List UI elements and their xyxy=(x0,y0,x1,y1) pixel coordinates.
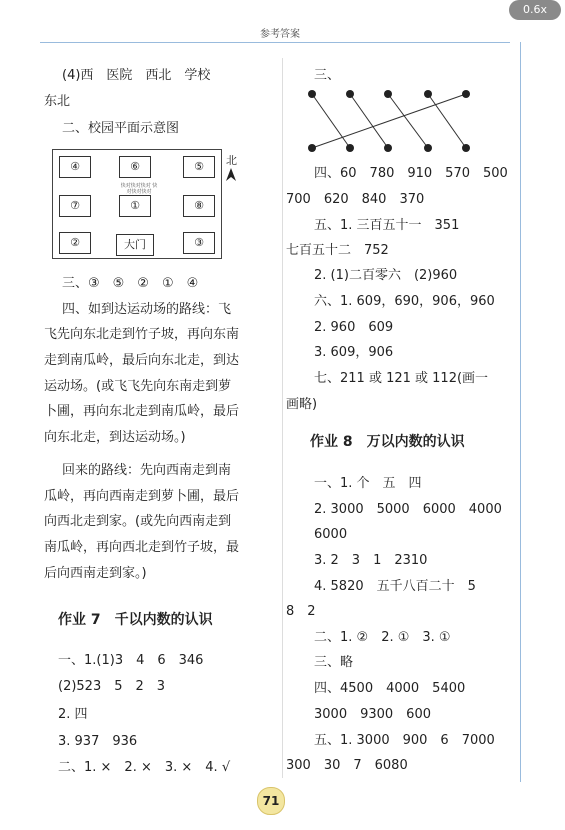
left-line: 二、校园平面示意图 xyxy=(62,121,180,136)
left-line: 向西北走到家。(或先向西南走到 xyxy=(44,514,232,529)
right-line: 3. 609，906 xyxy=(314,345,394,360)
right-line: 四、4500 4000 5400 xyxy=(314,681,466,696)
zoom-badge: 0.6x xyxy=(509,0,561,20)
right-line: 七百五十二 752 xyxy=(286,243,389,258)
left-line: 一、1.(1)3 4 6 346 xyxy=(58,653,204,668)
map-north-label: 北 xyxy=(226,154,237,167)
map-cell: ⑥ xyxy=(119,156,151,178)
map-cell: ⑧ xyxy=(183,195,215,217)
left-line: 运动场。(或飞飞先向东南走到萝 xyxy=(44,379,232,394)
left-line: (4)西 医院 西北 学校 xyxy=(62,68,211,83)
left-line: 向东北走，到达运动场。) xyxy=(44,430,186,445)
right-line: 3. 2 3 1 2310 xyxy=(314,553,428,568)
left-line: (2)523 5 2 3 xyxy=(58,679,166,694)
left-line: 2. 四 xyxy=(58,707,88,722)
right-line: 2. 3000 5000 6000 4000 xyxy=(314,502,502,517)
north-arrow-icon xyxy=(225,168,237,182)
right-line: 三、略 xyxy=(314,655,354,670)
left-line: 走到南瓜岭，最后向东北走，到达 xyxy=(44,353,240,368)
right-line: 画略) xyxy=(286,397,318,412)
right-line: 300 30 7 6080 xyxy=(286,758,408,773)
left-line: 卜圃，再向东北走到南瓜岭，最后 xyxy=(44,404,240,419)
right-line: 6000 xyxy=(314,527,348,542)
left-line: 飞先向东北走到竹子坡，再向东南 xyxy=(44,327,240,342)
column-divider xyxy=(282,58,283,778)
right-line: 四、60 780 910 570 500 xyxy=(314,166,508,181)
right-line: 2. 960 609 xyxy=(314,320,394,335)
left-line: 二、1. × 2. × 3. × 4. √ xyxy=(58,760,231,775)
right-line: 六、1. 609，690，906，960 xyxy=(314,294,495,309)
right-margin-rule xyxy=(520,42,521,782)
map-gate: 大门 xyxy=(116,234,154,256)
map-cell: ① xyxy=(119,195,151,217)
right-line: 4. 5820 五千八百二十 5 xyxy=(314,579,476,594)
map-cell: ⑤ xyxy=(183,156,215,178)
map-cell: ③ xyxy=(183,232,215,254)
right-line: 三、 xyxy=(314,68,341,83)
campus-map xyxy=(52,149,222,259)
right-line: 二、1. ② 2. ① 3. ① xyxy=(314,630,451,645)
right-line: 五、1. 三百五十一 351 xyxy=(314,218,460,233)
header-rule xyxy=(40,42,510,43)
left-line: 3. 937 936 xyxy=(58,734,138,749)
map-center-text: 快对快对快对 快对快对快对 xyxy=(120,183,158,195)
left-line: 回来的路线：先向西南走到南 xyxy=(62,463,232,478)
page-number: 71 xyxy=(257,787,285,815)
left-line: 四、如到达运动场的路线：飞 xyxy=(62,302,232,317)
map-cell: ④ xyxy=(59,156,91,178)
right-line: 七、211 或 121 或 112(画一 xyxy=(314,371,489,386)
page-header-title: 参考答案 xyxy=(260,29,300,40)
right-line: 一、1. 个 五 四 xyxy=(314,476,422,491)
section-heading: 作业 8 万以内数的认识 xyxy=(310,434,465,450)
right-line: 2. (1)二百零六 (2)960 xyxy=(314,268,458,283)
section-heading: 作业 7 千以内数的认识 xyxy=(58,612,213,628)
right-line: 700 620 840 370 xyxy=(286,192,425,207)
map-cell: ② xyxy=(59,232,91,254)
right-line: 8 2 xyxy=(286,604,316,619)
right-line: 3000 9300 600 xyxy=(314,707,431,722)
right-line: 五、1. 3000 900 6 7000 xyxy=(314,733,495,748)
left-line: 南瓜岭，再向西北走到竹子坡，最 xyxy=(44,540,240,555)
map-cell: ⑦ xyxy=(59,195,91,217)
matching-diagram xyxy=(302,86,482,158)
left-line: 三、③ ⑤ ② ① ④ xyxy=(62,276,199,291)
left-line: 东北 xyxy=(44,94,71,109)
left-line: 瓜岭，再向西南走到萝卜圃，最后 xyxy=(44,489,240,504)
left-line: 后向西南走到家。) xyxy=(44,566,147,581)
